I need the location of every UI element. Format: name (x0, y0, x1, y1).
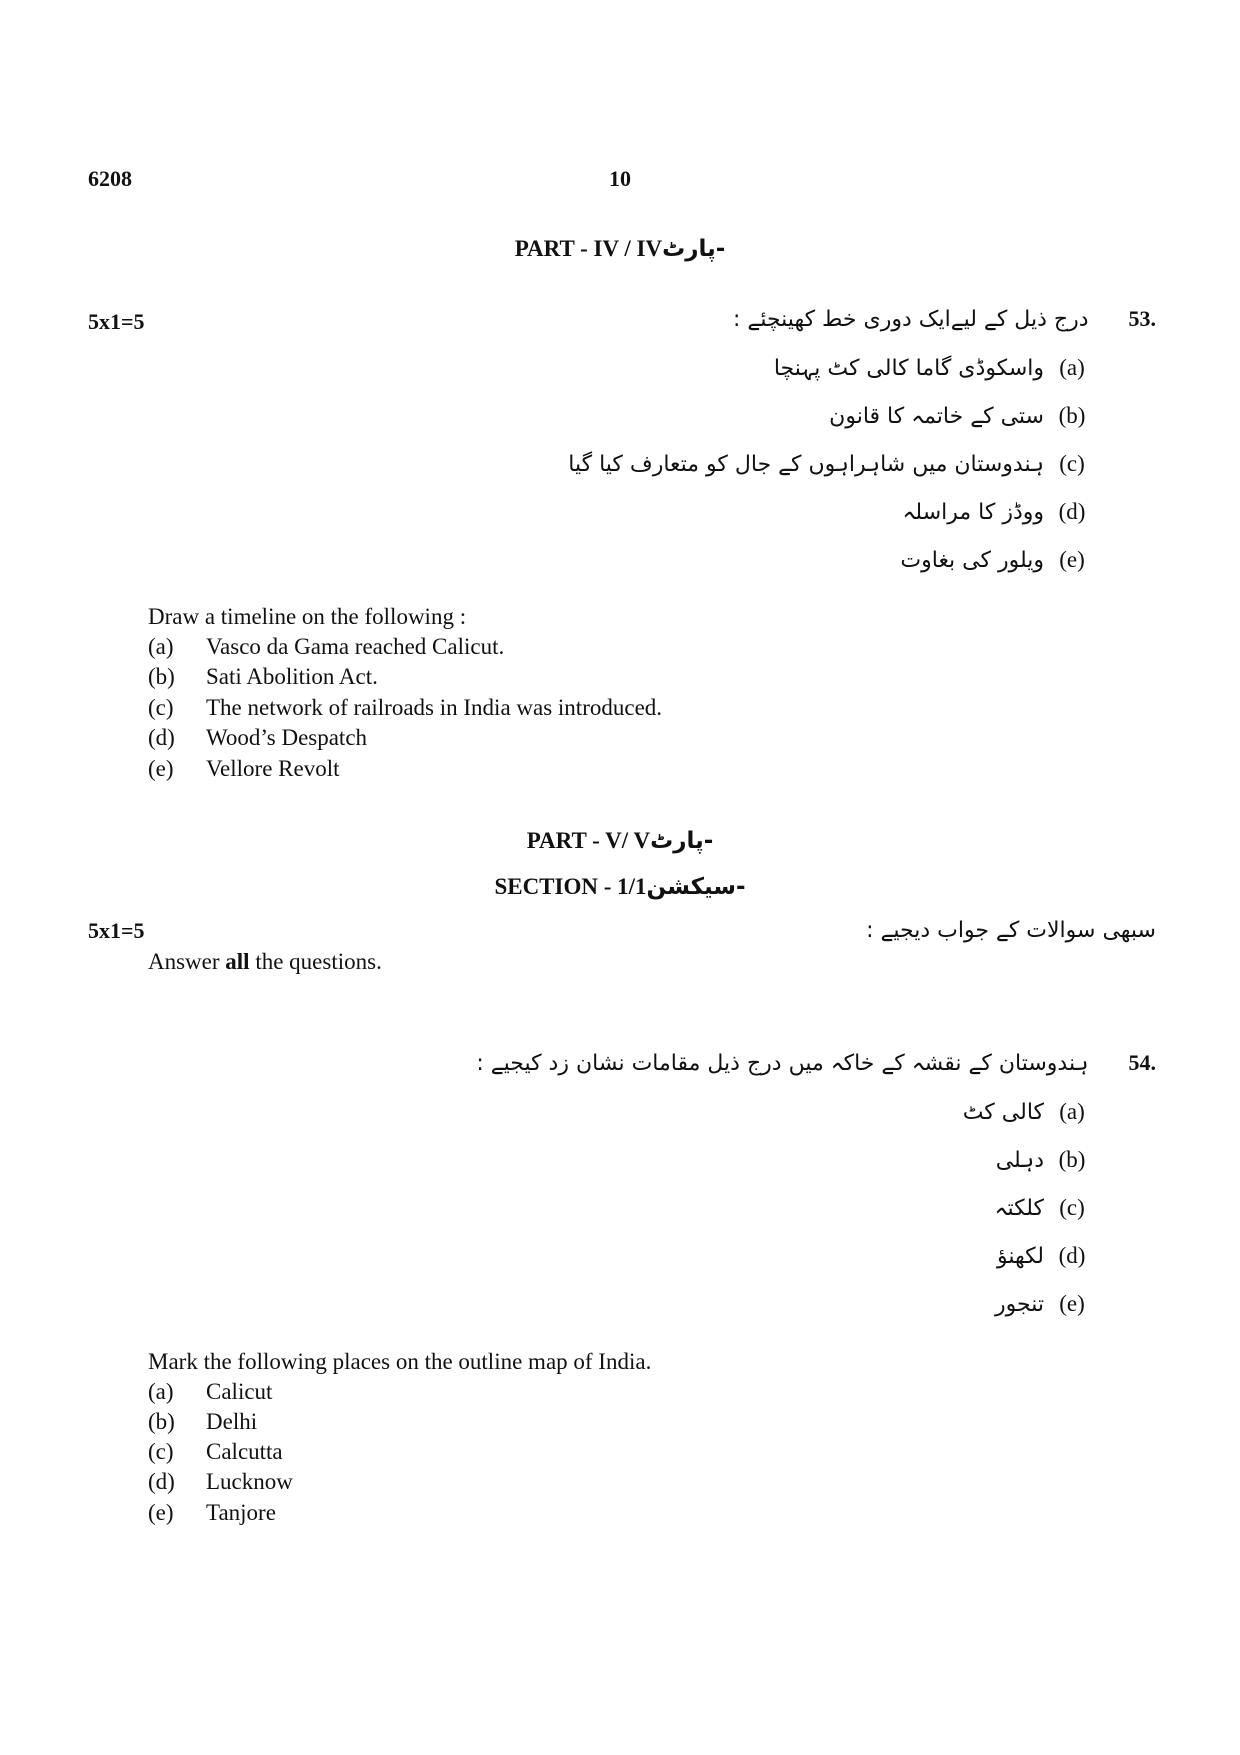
q53-item-ur-b: (b)ستی کے خاتمہ کا قانون (829, 403, 1086, 429)
page-number: 10 (609, 166, 631, 191)
q53-item-en-e: (e) Vellore Revolt (148, 756, 340, 781)
q53-item-en-c: (c) The network of railroads in India was introduced. (148, 695, 663, 720)
q54-item-en-a: (a) Calicut (148, 1379, 273, 1404)
q53-item-ur-c: (c)ہندوستان میں شاہراہوں کے جال کو متعارف کیا گیا (568, 451, 1085, 477)
q53-item-en-b: (b) Sati Abolition Act. (148, 664, 378, 689)
section-heading (0, 874, 1240, 900)
q53-item-en-a: (a) Vasco da Gama reached Calicut. (148, 634, 505, 659)
q53-item-en-d: (d) Wood’s Despatch (148, 725, 368, 750)
q54-instruction-ur-text: ہندوستان کے نقشہ کے خاکہ میں درج ذیل مقامات نشان زد کیجیے : (476, 1051, 1089, 1076)
q53-instruction-ur (733, 306, 1156, 332)
q53-instruction-en: Draw a timeline on the following : (148, 604, 467, 629)
q53-instruction-ur-text: درج ذیل کے لیےایک دوری خط کھینچئے : (733, 307, 1089, 332)
q53-item-ur-d: (d)ووڈز کا مراسلہ (902, 499, 1086, 525)
part5-heading-en: PART - V/ V (526, 828, 651, 853)
q54-instruction-en: Mark the following places on the outline map of India. (148, 1349, 652, 1374)
part4-marks: 5x1=5 (88, 309, 145, 334)
section-heading-en: SECTION - 1/1 (494, 874, 647, 899)
part4-heading-en: PART - IV / IV (514, 236, 663, 261)
answer-all-ur: سبھی سوالات کے جواب دیجیے : (866, 918, 1156, 943)
part4-heading (0, 236, 1240, 262)
q54-instruction-ur (476, 1050, 1156, 1076)
q54-item-en-c: (c) Calcutta (148, 1439, 283, 1464)
answer-all-en: Answer all the questions. (148, 949, 382, 974)
q54-item-ur-a: (a)کالی کٹ (962, 1099, 1085, 1125)
q54-number: .54 (1128, 1050, 1156, 1075)
q54-item-ur-d: (d)لکھنؤ (997, 1243, 1086, 1269)
part5-marks: 5x1=5 (88, 918, 145, 943)
q54-item-ur-e: (e)تنجور (995, 1291, 1085, 1317)
q53-number: .53 (1128, 306, 1156, 331)
part5-heading (0, 828, 1240, 854)
part4-heading-ur: -پارٹ (662, 236, 726, 262)
q54-item-ur-c: (c)کلکتہ (994, 1195, 1085, 1221)
q53-item-ur-e: (e)ویلور کی بغاوت (900, 547, 1085, 573)
q54-item-en-b: (b) Delhi (148, 1409, 258, 1434)
q53-item-ur-a: (a)واسکوڈی گاما کالی کٹ پہنچا (773, 355, 1085, 381)
q54-item-en-e: (e) Tanjore (148, 1500, 276, 1525)
q54-item-en-d: (d) Lucknow (148, 1469, 293, 1494)
section-heading-ur: -سیکشن (646, 874, 746, 900)
page-code: 6208 (88, 166, 132, 191)
part5-heading-ur: -پارٹ (650, 828, 714, 854)
q54-item-ur-b: (b)دہلی (995, 1147, 1086, 1173)
